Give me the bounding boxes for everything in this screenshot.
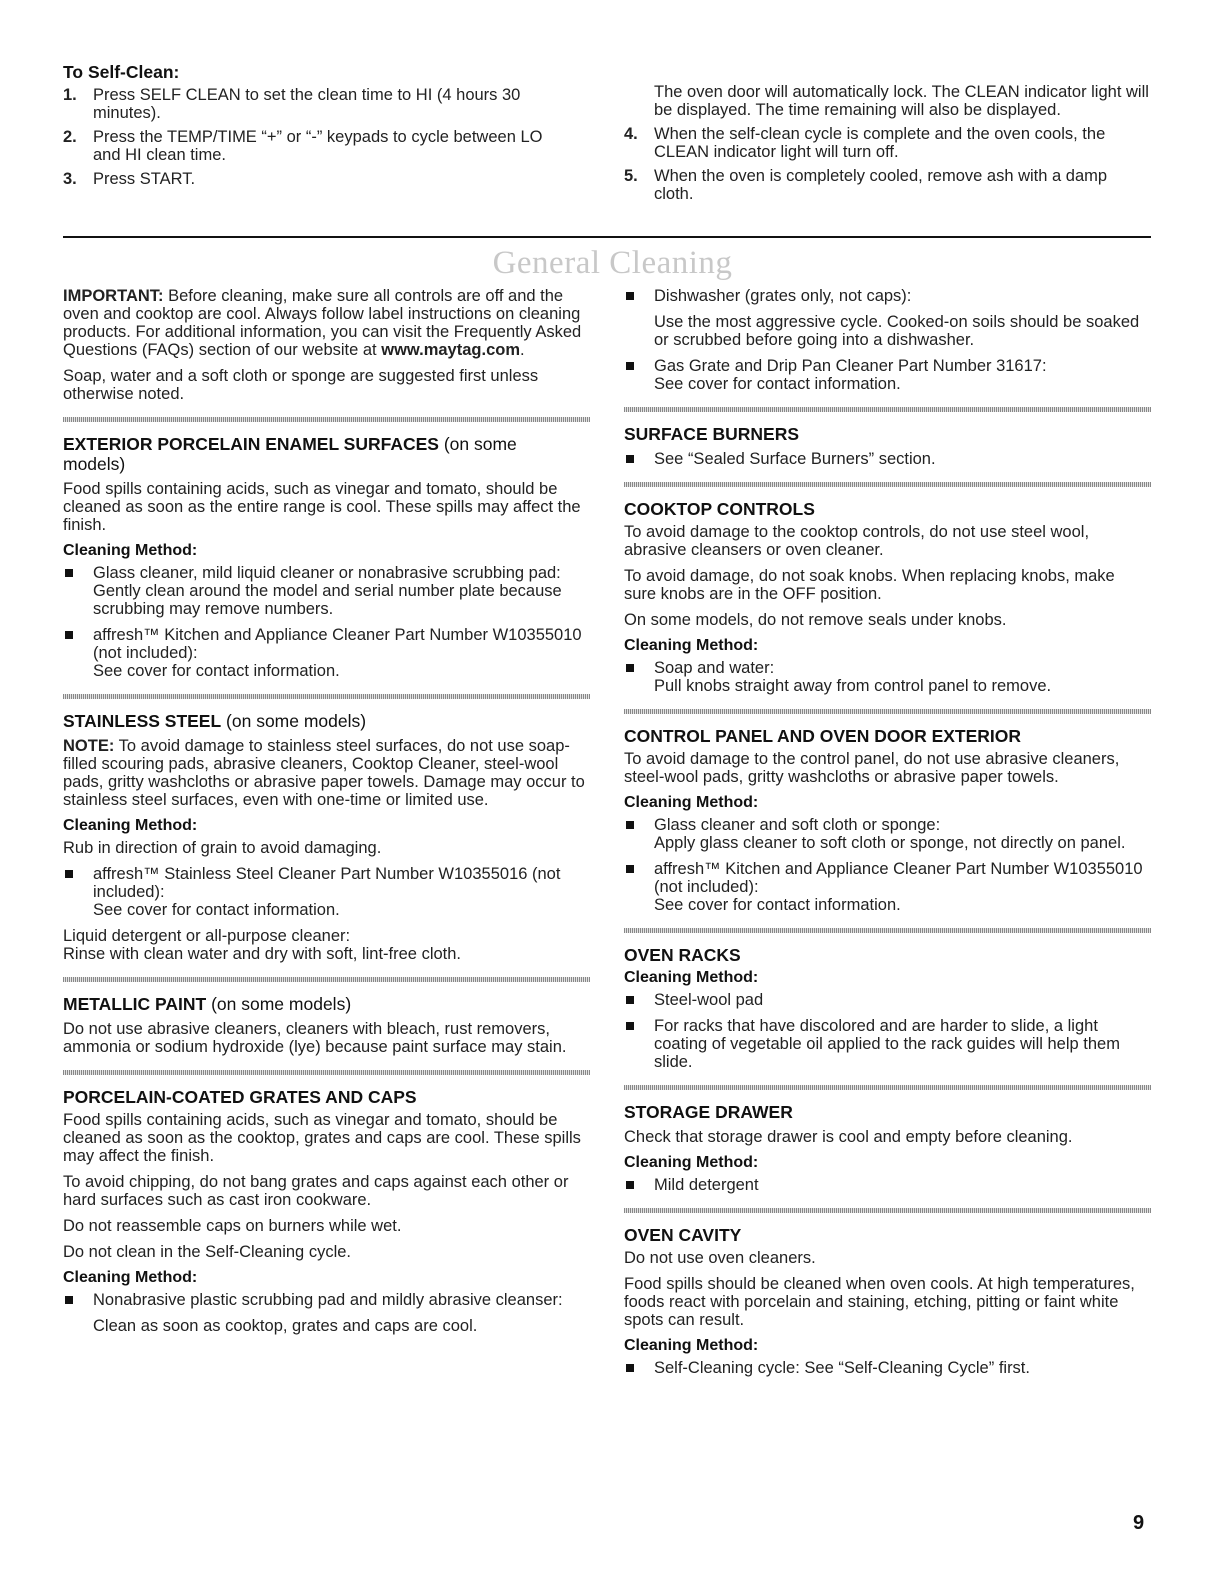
cooktop-paragraph: To avoid damage to the cooktop controls, do not use steel wool, abrasive cleansers or oven cleaner. bbox=[624, 523, 1090, 559]
self-clean-step: 5. When the oven is completely cooled, remove ash with a damp cloth. bbox=[624, 167, 1108, 203]
bullet-item: For racks that have discolored and are harder to slide, a light coating of vegetable oil applied to the rack guides will help them slide. bbox=[624, 1017, 1151, 1071]
cleaning-method-label: Cleaning Method: bbox=[624, 794, 759, 811]
dotted-divider bbox=[63, 417, 590, 422]
bullet-item: Dishwasher (grates only, not caps): Use the most aggressive cycle. Cooked-on soils should be soaked or scrubbed before going into a dishwasher. bbox=[624, 287, 1151, 349]
dotted-divider bbox=[624, 1208, 1151, 1213]
grates-paragraph: Do not reassemble caps on burners while wet. bbox=[63, 1217, 402, 1235]
dotted-divider bbox=[624, 407, 1151, 412]
grates-caps-heading: PORCELAIN-COATED GRATES AND CAPS bbox=[63, 1087, 417, 1107]
surface-burners-heading: SURFACE BURNERS bbox=[624, 424, 800, 444]
bullet-item: Gas Grate and Drip Pan Cleaner Part Number 31617: See cover for contact information. bbox=[624, 357, 1151, 393]
stainless-liquid: Liquid detergent or all-purpose cleaner: Rinse with clean water and dry with soft, lint-free cloth. bbox=[63, 927, 462, 963]
grates-paragraph: Food spills containing acids, such as vinegar and tomato, should be cleaned as soon as the cooktop, grates and caps are cool. These spills may affect the finish. bbox=[63, 1111, 581, 1165]
dotted-divider bbox=[63, 977, 590, 982]
dotted-divider bbox=[624, 709, 1151, 714]
cleaning-method-label: Cleaning Method: bbox=[63, 1269, 198, 1286]
oven-cavity-heading: OVEN CAVITY bbox=[624, 1225, 742, 1245]
self-clean-continuation: The oven door will automatically lock. The CLEAN indicator light will be displayed. The time remaining will also be displayed. bbox=[654, 83, 1149, 119]
dotted-divider bbox=[624, 1085, 1151, 1090]
metallic-paint-heading: METALLIC PAINT (on some models) bbox=[63, 994, 352, 1014]
bullet-item: Steel-wool pad bbox=[624, 991, 1151, 1009]
general-cleaning-banner: General Cleaning bbox=[492, 245, 733, 281]
self-clean-step: 3. Press START. bbox=[63, 170, 196, 188]
bullet-item: affresh™ Kitchen and Appliance Cleaner Part Number W10355010 (not included): See cover for contact information. bbox=[624, 860, 1151, 914]
dotted-divider bbox=[624, 482, 1151, 487]
cleaning-method-label: Cleaning Method: bbox=[624, 969, 759, 986]
cooktop-controls-heading: COOKTOP CONTROLS bbox=[624, 499, 815, 519]
oven-racks-heading: OVEN RACKS bbox=[624, 945, 741, 965]
control-panel-paragraph: To avoid damage to the control panel, do not use abrasive cleaners, steel-wool pads, gritty washcloths or abrasive paper towels. bbox=[624, 750, 1120, 786]
grates-paragraph: To avoid chipping, do not bang grates and caps against each other or hard surfaces such as cast iron cookware. bbox=[63, 1173, 569, 1209]
bullet-item: Soap and water: Pull knobs straight away from control panel to remove. bbox=[624, 659, 1151, 695]
bullet-item: See “Sealed Surface Burners” section. bbox=[624, 450, 1151, 468]
cooktop-paragraph: On some models, do not remove seals under knobs. bbox=[624, 611, 1007, 629]
bullet-item: Nonabrasive plastic scrubbing pad and mildly abrasive cleanser: Clean as soon as cooktop, grates and caps are cool. bbox=[63, 1291, 590, 1335]
cooktop-paragraph: To avoid damage, do not soak knobs. When replacing knobs, make sure knobs are in the OFF position. bbox=[624, 567, 1115, 603]
cleaning-method-label: Cleaning Method: bbox=[624, 1154, 759, 1171]
self-clean-step: 2. Press the TEMP/TIME “+” or “-” keypads to cycle between LO and HI clean time. bbox=[63, 128, 543, 164]
cleaning-method-label: Cleaning Method: bbox=[624, 1337, 759, 1354]
stainless-note: NOTE: To avoid damage to stainless steel surfaces, do not use soap-filled scouring pads, abrasive cleaners, Cooktop Cleaner, steel-wool pads, gritty washcloths or abrasive paper towels. Damage may occur to stainless steel surfaces, even with one-time or limited use. bbox=[63, 737, 585, 809]
exterior-porcelain-heading: EXTERIOR PORCELAIN ENAMEL SURFACES (on some models) bbox=[63, 434, 517, 474]
cleaning-method-label: Cleaning Method: bbox=[624, 637, 759, 654]
bullet-item: Self-Cleaning cycle: See “Self-Cleaning Cycle” first. bbox=[624, 1359, 1151, 1377]
page-number: 9 bbox=[1133, 1512, 1145, 1534]
grates-paragraph: Do not clean in the Self-Cleaning cycle. bbox=[63, 1243, 351, 1261]
stainless-rub: Rub in direction of grain to avoid damaging. bbox=[63, 839, 382, 857]
self-clean-step: 4. When the self-clean cycle is complete and the oven cools, the CLEAN indicator light will turn off. bbox=[624, 125, 1106, 161]
self-clean-title: To Self-Clean: bbox=[63, 62, 180, 82]
bullet-item: Glass cleaner, mild liquid cleaner or nonabrasive scrubbing pad: Gently clean around the model and serial number plate because scrubbing may remove numbers. bbox=[63, 564, 590, 618]
soap-paragraph: Soap, water and a soft cloth or sponge are suggested first unless otherwise noted. bbox=[63, 367, 539, 403]
storage-drawer-heading: STORAGE DRAWER bbox=[624, 1102, 793, 1122]
right-column bbox=[624, 287, 1151, 1385]
metallic-paragraph: Do not use abrasive cleaners, cleaners with bleach, rust removers, ammonia or sodium hydroxide (lye) because paint surface may stain. bbox=[63, 1020, 567, 1056]
bullet-item: affresh™ Kitchen and Appliance Cleaner Part Number W10355010 (not included): See cover for contact information. bbox=[63, 626, 590, 680]
bullet-item: affresh™ Stainless Steel Cleaner Part Number W10355016 (not included): See cover for contact information. bbox=[63, 865, 590, 919]
section-divider bbox=[63, 236, 1151, 238]
left-column bbox=[63, 287, 590, 1343]
bullet-item: Glass cleaner and soft cloth or sponge: Apply glass cleaner to soft cloth or sponge, not directly on panel. bbox=[624, 816, 1151, 852]
bullet-item: Mild detergent bbox=[624, 1176, 1151, 1194]
storage-paragraph: Check that storage drawer is cool and empty before cleaning. bbox=[624, 1128, 1073, 1146]
stainless-steel-heading: STAINLESS STEEL (on some models) bbox=[63, 711, 367, 731]
cleaning-method-label: Cleaning Method: bbox=[63, 542, 198, 559]
self-clean-right bbox=[624, 83, 1151, 209]
exterior-paragraph: Food spills containing acids, such as vinegar and tomato, should be cleaned as soon as the entire range is cool. These spills may affect the finish. bbox=[63, 480, 581, 534]
oven-cavity-paragraph: Food spills should be cleaned when oven cools. At high temperatures, foods react with porcelain and staining, etching, pitting or faint white spots can result. bbox=[624, 1275, 1135, 1329]
control-panel-heading: CONTROL PANEL AND OVEN DOOR EXTERIOR bbox=[624, 726, 1022, 746]
dotted-divider bbox=[63, 1070, 590, 1075]
dotted-divider bbox=[624, 928, 1151, 933]
important-paragraph: IMPORTANT: Before cleaning, make sure all controls are off and the oven and cooktop are cool. Always follow label instructions on cleaning products. For additional information, you can visit the Frequently Asked Questions (FAQs) section of our website at www.maytag.com. bbox=[63, 287, 582, 359]
website-link[interactable]: www.maytag.com bbox=[381, 341, 520, 359]
dotted-divider bbox=[63, 694, 590, 699]
oven-cavity-paragraph: Do not use oven cleaners. bbox=[624, 1249, 816, 1267]
cleaning-method-label: Cleaning Method: bbox=[63, 817, 198, 834]
self-clean-step: 1. Press SELF CLEAN to set the clean time to HI (4 hours 30 minutes). bbox=[63, 86, 521, 122]
self-clean-left bbox=[63, 62, 573, 194]
